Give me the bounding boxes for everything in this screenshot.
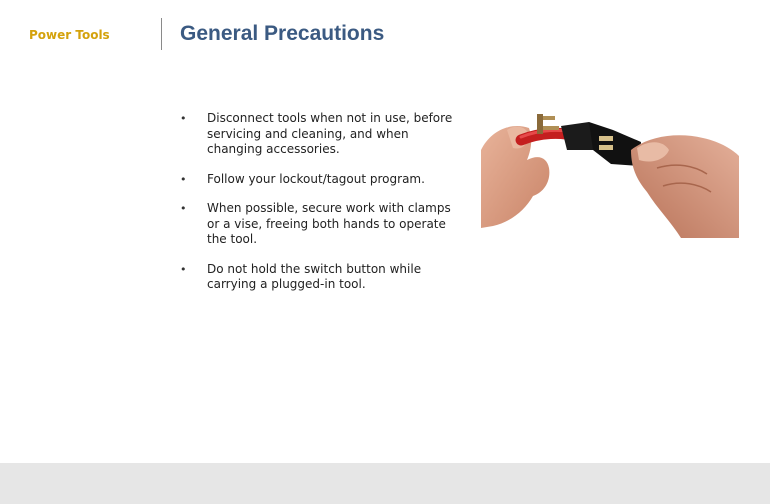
- list-item: [180, 262, 480, 293]
- bullet-icon: •: [180, 172, 187, 186]
- list-item: [180, 172, 480, 188]
- bullet-icon: •: [180, 262, 187, 276]
- list-item-text: When possible, secure work with clamps or a vise, freeing both hands to operate the tool.: [207, 201, 451, 246]
- bullet-icon: •: [180, 112, 187, 125]
- page-title: General Precautions: [180, 22, 385, 45]
- list-item: [180, 201, 480, 248]
- bullet-icon: •: [180, 202, 187, 215]
- list-item-text: Do not hold the switch button while carrying a plugged-in tool.: [207, 261, 422, 291]
- unplugging-cord-photo: [481, 110, 739, 238]
- section-label: Power Tools: [29, 28, 110, 42]
- header-divider: [161, 18, 162, 50]
- hands-unplugging-cord-icon: [481, 110, 739, 238]
- list-item-text: Disconnect tools when not in use, before servicing and cleaning, and when changing accessories.: [207, 111, 453, 156]
- list-item-text: Follow your lockout/tagout program.: [207, 171, 425, 186]
- footer-bar: [0, 463, 770, 504]
- precautions-list: [180, 111, 480, 307]
- list-item: [180, 111, 480, 158]
